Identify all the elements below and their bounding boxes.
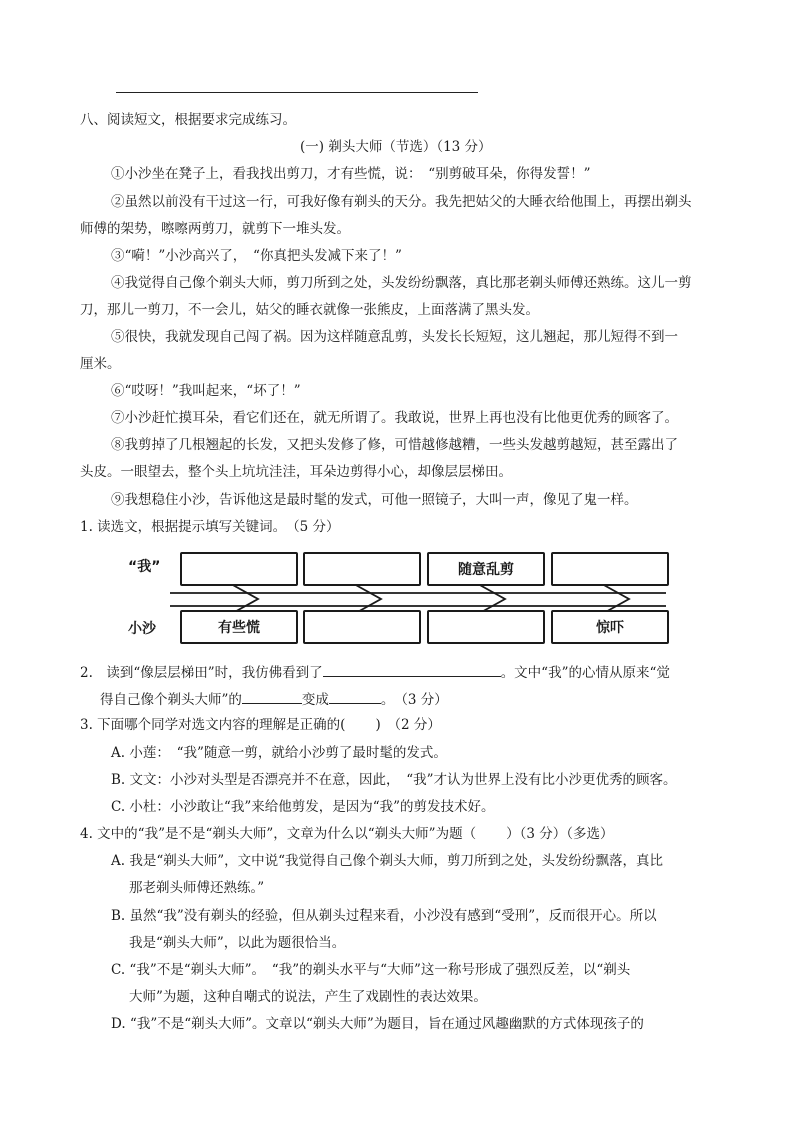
question-3-option-a: A. 小莲： “我”随意一剪，就给小沙剪了最时髦的发式。 xyxy=(111,745,447,761)
answer-box-xiaosha-3[interactable] xyxy=(427,610,545,644)
paragraph-3: ③“嗬！”小沙高兴了， “你真把头发减下来了！” xyxy=(111,248,402,264)
question-3-option-b: B. 文文：小沙对头型是否漂亮并不在意，因此， “我”才认为世界上没有比小沙更优秀的顾客。 xyxy=(111,772,677,788)
keyword-box-xiaosha-4: 惊吓 xyxy=(551,610,669,644)
answer-box-me-1[interactable] xyxy=(180,552,298,586)
question-4-option-a-line-2: 那老剃头师傅还熟练。” xyxy=(129,880,265,896)
paragraph-2-line-2: 师傅的架势，嚓嚓两剪刀，就剪下一堆头发。 xyxy=(80,221,350,237)
question-2-text-d: 变成 xyxy=(301,692,329,708)
question-1-stem: 1. 读选文，根据提示填写关键词。 （5 分） xyxy=(80,519,340,535)
paragraph-5-line-1: ⑤很快，我就发现自己闯了祸。因为这样随意乱剪，头发长长短短，这儿翘起，那儿短得不到一 xyxy=(111,329,678,345)
paragraph-4-line-1: ④我觉得自己像个剃头大师，剪刀所到之处，头发纷纷飘落，真比那老剃头师傅还熟练。这儿一剪 xyxy=(111,275,692,291)
answer-box-me-4[interactable] xyxy=(551,552,669,586)
question-3-stem-b: ) （2 分） xyxy=(375,717,441,733)
paragraph-5-line-2: 厘米。 xyxy=(80,356,121,372)
paragraph-2-line-1: ②虽然以前没有干过这一行，可我好像有剃头的天分。我先把姑父的大睡衣给他围上，再摆出剃头 xyxy=(111,194,692,210)
question-2-text-b: 。文中“我”的心情从原来“觉 xyxy=(500,665,670,681)
question-3-option-c: C. 小杜：小沙敢让“我”来给他剪发，是因为“我”的剪发技术好。 xyxy=(111,799,495,815)
keyword-flow-diagram xyxy=(126,548,671,648)
question-2-blank-3[interactable] xyxy=(329,689,381,704)
question-2-text-a: 2. 读到“像层层梯田”时，我仿佛看到了 xyxy=(80,665,323,681)
question-3-stem xyxy=(80,716,441,734)
question-3-stem-a: 3. 下面哪个同学对选文内容的理解是正确的( xyxy=(80,717,346,733)
row-label-xiaosha: 小沙 xyxy=(128,621,156,637)
question-4-option-b-line-1: B. 虽然“我”没有剃头的经验，但从剃头过程来看，小沙没有感到“受刑”，反而很开心。所以 xyxy=(111,908,657,924)
question-2-blank-1[interactable] xyxy=(323,662,501,677)
question-2-text-c: 得自己像个剃头大师”的 xyxy=(100,692,242,708)
question-2-line-2 xyxy=(100,689,448,709)
question-4-option-c-line-2: 大师”为题，这种自嘲式的说法，产生了戏剧性的表达效果。 xyxy=(129,989,487,1005)
paragraph-8-line-1: ⑧我剪掉了几根翘起的长发，又把头发修了修，可惜越修越糟，一些头发越剪越短，甚至露出了 xyxy=(111,437,678,453)
question-4-stem-b: ）（3 分）（多选） xyxy=(506,826,614,842)
paragraph-6: ⑥“哎呀！”我叫起来，“坏了！” xyxy=(111,383,301,399)
question-4-option-c-line-1: C. “我”不是“剃头大师”。 “我”的剃头水平与“大师”这一称号形成了强烈反差，以“剃头 xyxy=(111,962,631,978)
question-2-blank-2[interactable] xyxy=(242,689,302,704)
answer-box-xiaosha-2[interactable] xyxy=(303,610,421,644)
question-4-stem xyxy=(80,825,613,843)
section-heading: 八、阅读短文，根据要求完成练习。 xyxy=(80,112,296,128)
question-4-option-b-line-2: 我是“剃头大师”，以此为题很恰当。 xyxy=(129,935,346,951)
paragraph-8-line-2: 头皮。一眼望去，整个头上坑坑洼洼，耳朵边剪得小心，却像层层梯田。 xyxy=(80,464,512,480)
question-4-option-a-line-1: A. 我是“剃头大师”，文中说“我觉得自己像个剃头大师，剪刀所到之处，头发纷纷飘落，真比 xyxy=(111,853,664,869)
question-2-text-e: 。 （3 分） xyxy=(380,692,448,708)
row-label-me: “我” xyxy=(128,559,161,575)
paragraph-4-line-2: 刀，那儿一剪刀，不一会儿，姑父的睡衣就像一张熊皮，上面落满了黑头发。 xyxy=(80,302,539,318)
paragraph-7: ⑦小沙赶忙摸耳朵，看它们还在，就无所谓了。我敢说，世界上再也没有比他更优秀的顾客了。 xyxy=(111,410,678,426)
question-2-line-1 xyxy=(80,662,670,682)
question-4-option-d-line-1: D. “我”不是“剃头大师”。文章以“剃头大师”为题目，旨在通过风趣幽默的方式体现孩子的 xyxy=(111,1016,644,1032)
question-4-stem-a: 4. 文中的“我”是不是“剃头大师”，文章为什么以“剃头大师”为题（ xyxy=(80,826,477,842)
keyword-box-xiaosha-1: 有些慌 xyxy=(180,610,298,644)
answer-box-me-2[interactable] xyxy=(303,552,421,586)
keyword-box-me-3: 随意乱剪 xyxy=(427,552,545,586)
paragraph-1: ①小沙坐在凳子上，看我找出剪刀，才有些慌，说： “别剪破耳朵，你得发誓！” xyxy=(111,166,591,182)
paragraph-9: ⑨我想稳住小沙，告诉他这是最时髦的发式，可他一照镜子，大叫一声，像见了鬼一样。 xyxy=(111,492,638,508)
top-divider-line xyxy=(116,92,478,93)
passage-title: (一) 剃头大师（节选）（13 分） xyxy=(300,139,492,155)
